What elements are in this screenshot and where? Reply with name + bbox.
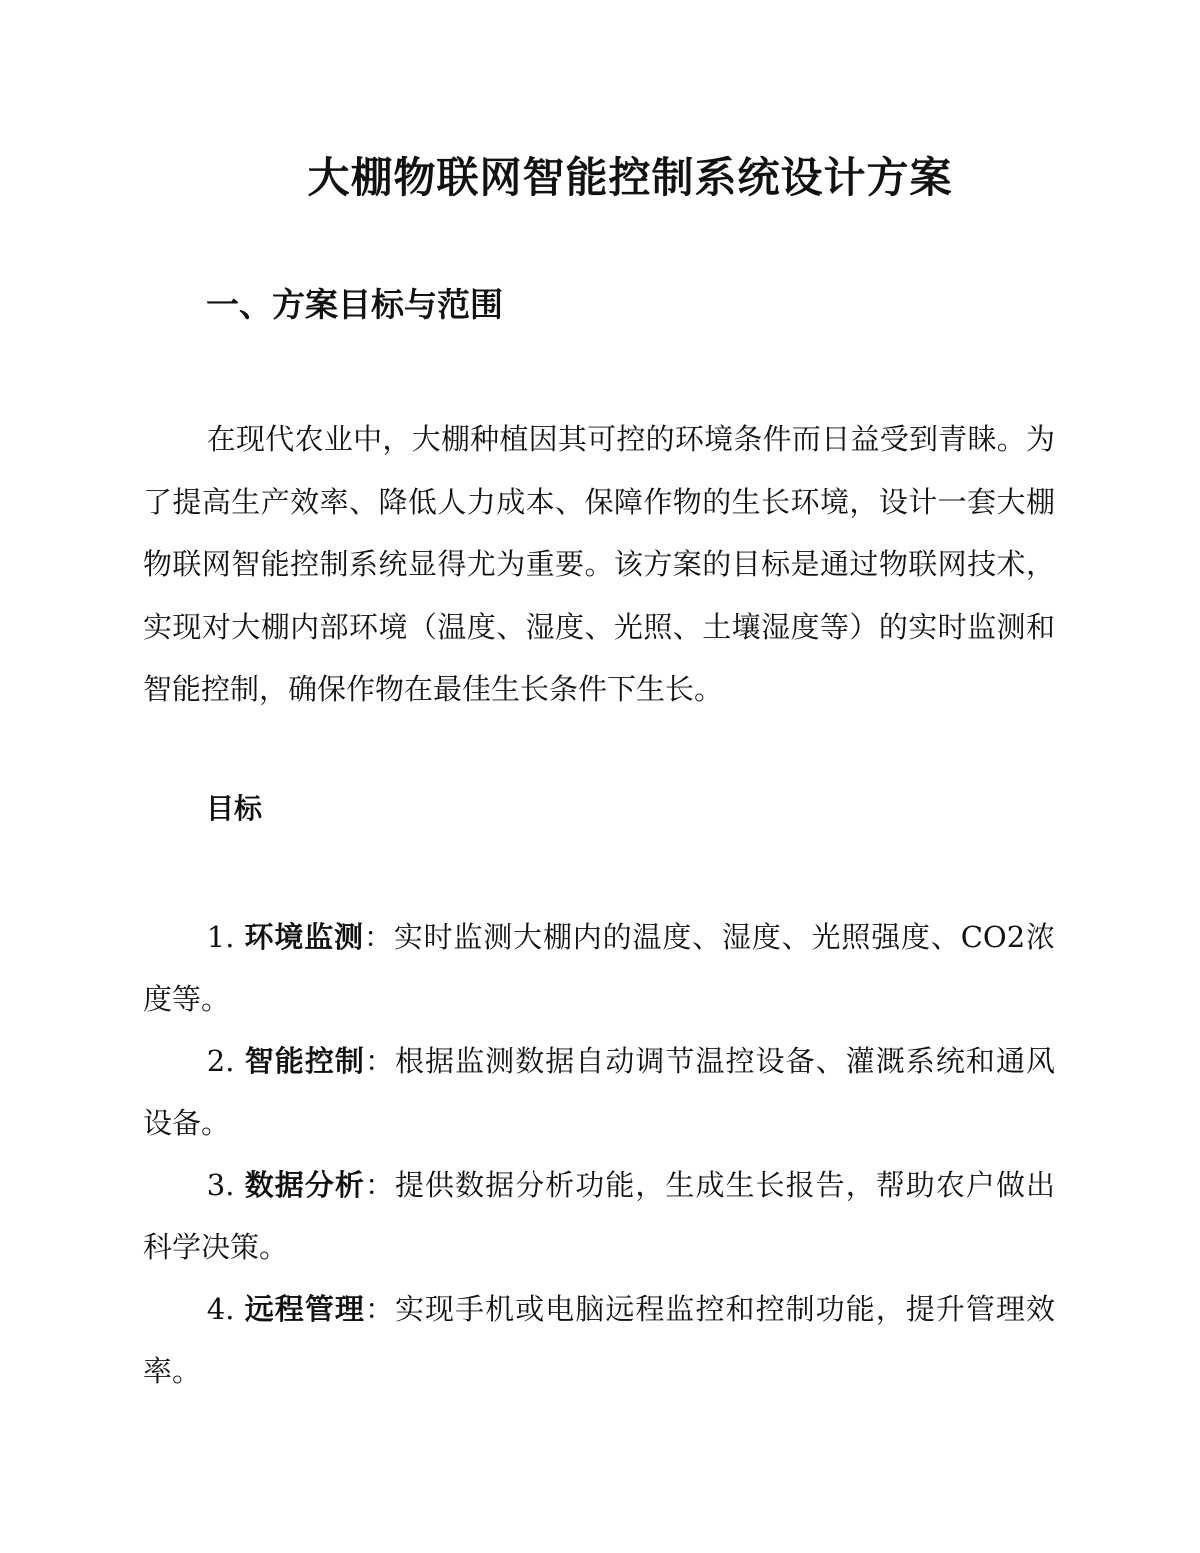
goal-separator: ： xyxy=(363,920,394,954)
goal-text: 根据监测数据自动调节温控设备、灌溉系统和通风设备。 xyxy=(143,1044,1055,1140)
goal-item-environment-monitoring xyxy=(143,906,1055,1030)
document-title: 大棚物联网智能控制系统设计方案 xyxy=(307,153,953,202)
goal-text: 实时监测大棚内的温度、湿度、光照强度、CO2浓度等。 xyxy=(143,920,1055,1016)
goal-separator: ： xyxy=(364,1168,395,1202)
goal-text: 实现手机或电脑远程监控和控制功能，提升管理效率。 xyxy=(143,1292,1055,1388)
goal-label: 环境监测 xyxy=(244,920,364,954)
goals-heading: 目标 xyxy=(206,792,263,825)
goal-separator: ： xyxy=(364,1292,395,1326)
goal-number: 2. xyxy=(206,1044,245,1078)
section-paragraph: 在现代农业中，大棚种植因其可控的环境条件而日益受到青睐。为了提高生产效率、降低人力成本、保障作物的生长环境，设计一套大棚物联网智能控制系统显得尤为重要。该方案的目标是通过物联网技术，实现对大棚内部环境（温度、湿度、光照、土壤湿度等）的实时监测和智能控制，确保作物在最佳生长条件下生长。 xyxy=(143,422,1055,706)
goal-number: 1. xyxy=(206,920,245,954)
goal-item-smart-control xyxy=(143,1030,1055,1154)
goal-text: 提供数据分析功能，生成生长报告，帮助农户做出科学决策。 xyxy=(143,1168,1055,1264)
goal-label: 数据分析 xyxy=(244,1168,365,1202)
goal-item-remote-management xyxy=(143,1278,1055,1402)
goal-number: 4. xyxy=(206,1292,245,1326)
goal-item-data-analysis xyxy=(143,1154,1055,1278)
goals-list xyxy=(143,906,1055,1402)
goal-separator: ： xyxy=(364,1044,395,1078)
goal-label: 智能控制 xyxy=(244,1044,365,1078)
goal-number: 3. xyxy=(206,1168,245,1202)
section-heading-scope: 一、方案目标与范围 xyxy=(206,285,503,324)
goal-label: 远程管理 xyxy=(244,1292,365,1326)
